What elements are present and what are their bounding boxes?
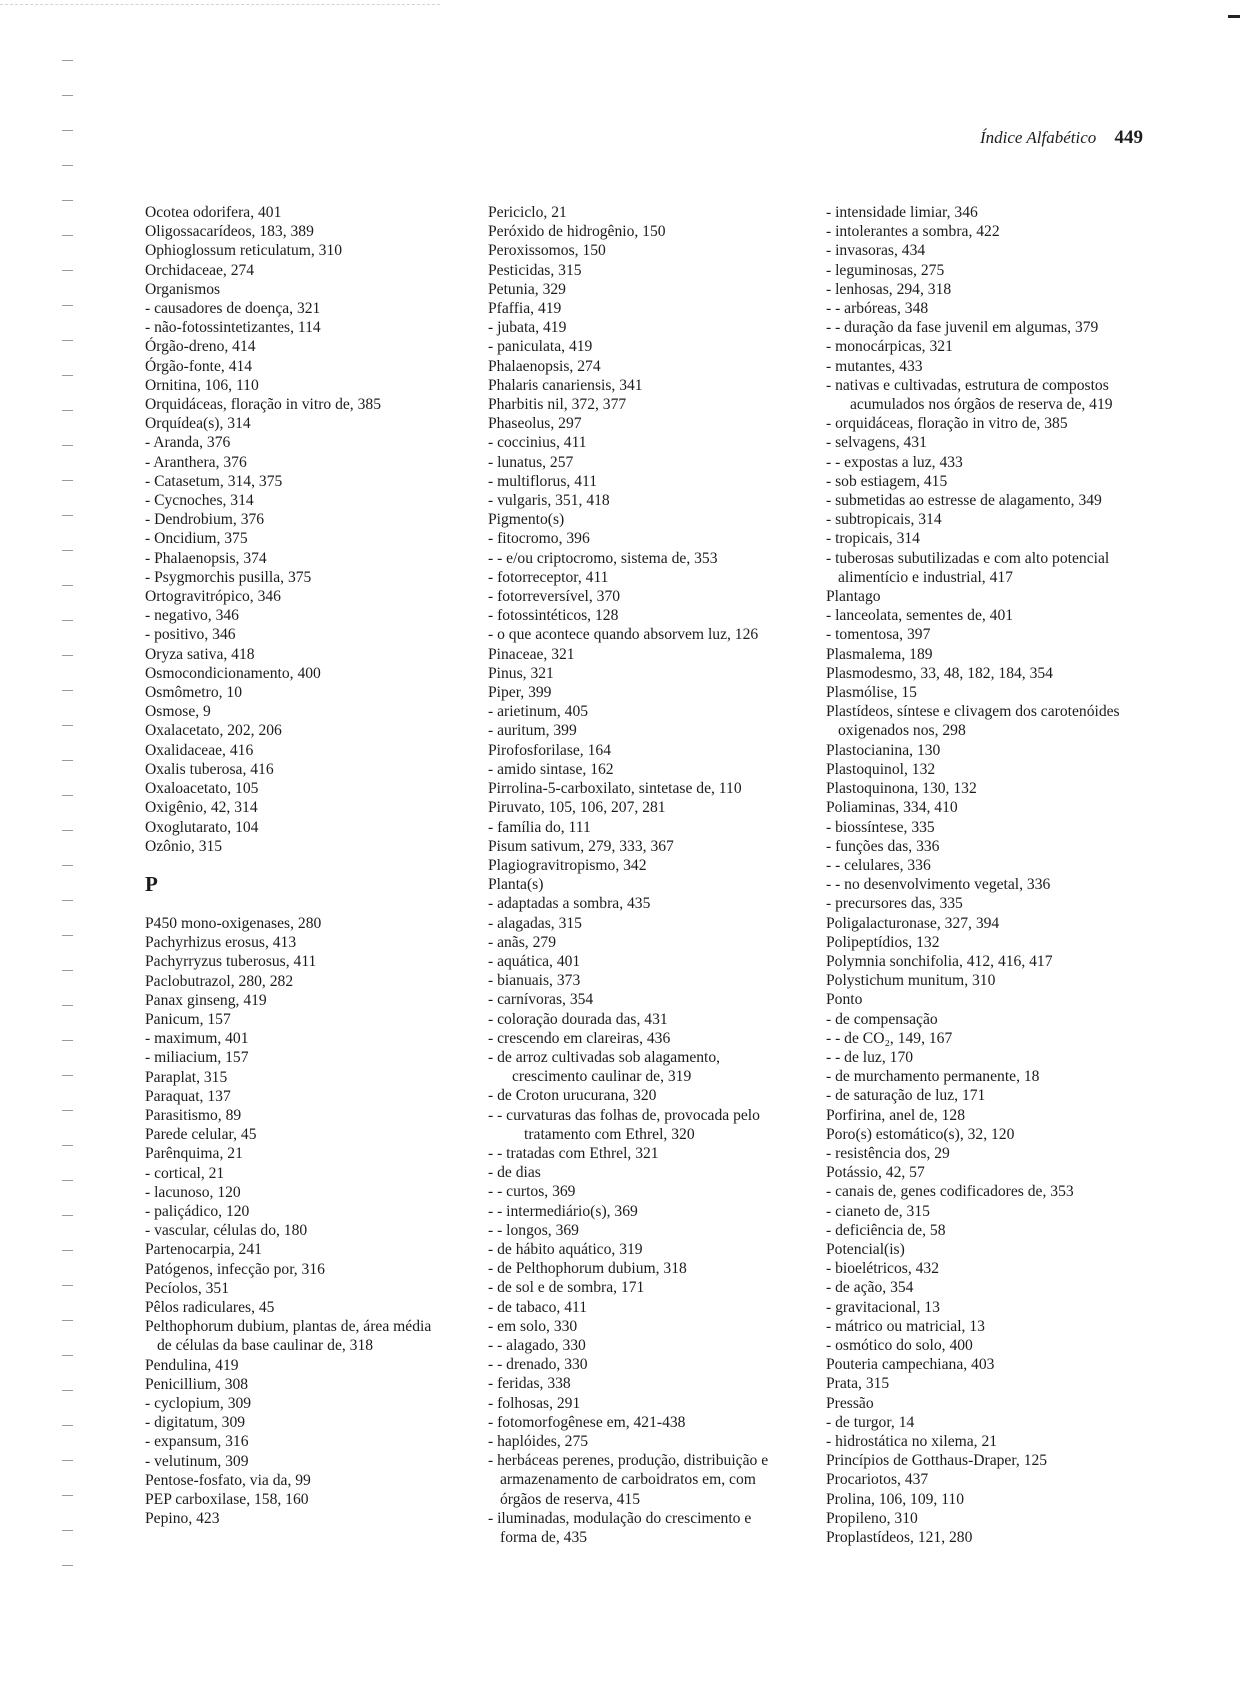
- index-entry: - crescendo em clareiras, 436: [488, 1029, 671, 1047]
- index-entry: Polipeptídios, 132: [826, 933, 940, 951]
- index-entry: Pendulina, 419: [145, 1356, 239, 1374]
- index-entry: - deficiência de, 58: [826, 1221, 946, 1239]
- index-entry: - anãs, 279: [488, 933, 556, 951]
- index-entry: - de tabaco, 411: [488, 1298, 588, 1316]
- index-entry: - - e/ou criptocromo, sistema de, 353: [488, 549, 718, 567]
- index-entry: Piruvato, 105, 106, 207, 281: [488, 799, 666, 817]
- index-entry: Petunia, 329: [488, 280, 566, 298]
- index-entry: - de dias: [488, 1164, 541, 1182]
- index-entry: - arietinum, 405: [488, 703, 589, 721]
- index-entry: de células da base caulinar de, 318: [157, 1337, 374, 1355]
- index-entry: tratamento com Ethrel, 320: [524, 1125, 695, 1143]
- index-entry: Potencial(is): [826, 1240, 905, 1258]
- index-entry: Piper, 399: [488, 684, 552, 702]
- gutter-tick: [62, 235, 73, 236]
- index-entry: Plasmólise, 15: [826, 684, 917, 702]
- index-entry: - de Pelthophorum dubium, 318: [488, 1260, 687, 1278]
- index-entry: Plantago: [826, 588, 881, 606]
- index-entry: Oligossacarídeos, 183, 389: [145, 223, 314, 241]
- gutter-tick: [62, 1565, 73, 1566]
- index-entry: - - duração da fase juvenil em algumas, 379: [826, 319, 1099, 337]
- index-column-1: [145, 203, 431, 1528]
- index-entry: - - expostas a luz, 433: [826, 453, 963, 471]
- gutter-tick: [62, 340, 73, 341]
- index-entry: Plastoquinona, 130, 132: [826, 780, 977, 798]
- gutter-tick: [62, 830, 73, 831]
- gutter-tick: [62, 1390, 73, 1391]
- index-entry: - funções das, 336: [826, 837, 940, 855]
- index-entry: Pesticidas, 315: [488, 261, 582, 279]
- gutter-tick: [62, 60, 73, 61]
- index-entry: Oxigênio, 42, 314: [145, 799, 258, 817]
- index-entry: P450 mono-oxigenases, 280: [145, 914, 322, 932]
- index-entry: - paniculata, 419: [488, 338, 593, 356]
- gutter-tick: [62, 1355, 73, 1356]
- index-entry: - de murchamento permanente, 18: [826, 1068, 1040, 1086]
- index-column-3: [826, 203, 1120, 1547]
- index-entry: - invasoras, 434: [826, 242, 926, 260]
- index-entry: - de arroz cultivadas sob alagamento,: [488, 1048, 721, 1066]
- index-entry: Plastoquinol, 132: [826, 760, 936, 778]
- index-entry: - família do, 111: [488, 818, 591, 836]
- index-entry: - positivo, 346: [145, 626, 236, 644]
- index-entry: - canais de, genes codificadores de, 353: [826, 1183, 1074, 1201]
- gutter-tick: [62, 305, 73, 306]
- index-entry: Paclobutrazol, 280, 282: [145, 972, 294, 990]
- running-title: Índice Alfabético: [979, 128, 1097, 147]
- index-entry: Oxalis tuberosa, 416: [145, 760, 274, 778]
- index-entry: - multiflorus, 411: [488, 472, 598, 490]
- index-entry: Peróxido de hidrogênio, 150: [488, 223, 666, 241]
- index-entry: Parede celular, 45: [145, 1126, 257, 1144]
- gutter-tick: [62, 375, 73, 376]
- index-entry: - haplóides, 275: [488, 1433, 589, 1450]
- index-entry: - de ação, 354: [826, 1279, 914, 1297]
- index-entry: - mátrico ou matricial, 13: [826, 1317, 985, 1335]
- section-letter: P: [145, 871, 158, 896]
- index-entry: Pachyrhizus erosus, 413: [145, 934, 297, 952]
- index-entry: Orquidáceas, floração in vitro de, 385: [145, 396, 381, 414]
- index-entry: Parênquima, 21: [145, 1145, 243, 1163]
- index-entry: - miliacium, 157: [145, 1049, 249, 1067]
- index-entry: - carnívoras, 354: [488, 991, 594, 1009]
- index-entry: crescimento caulinar de, 319: [512, 1068, 692, 1086]
- index-entry: Poliaminas, 334, 410: [826, 799, 958, 817]
- index-entry: Planta(s): [488, 876, 544, 894]
- index-entry: - cortical, 21: [145, 1164, 225, 1182]
- index-entry: - lacunoso, 120: [145, 1183, 241, 1201]
- index-entry: Ponto: [826, 991, 863, 1009]
- index-entry: - - celulares, 336: [826, 856, 931, 874]
- index-entry: - Aranda, 376: [145, 434, 231, 452]
- index-entry: Organismos: [145, 280, 221, 298]
- index-entry: Polystichum munitum, 310: [826, 972, 996, 990]
- index-entry: Pecíolos, 351: [145, 1279, 230, 1297]
- gutter-tick: [62, 585, 73, 586]
- index-entry: Penicillium, 308: [145, 1375, 249, 1393]
- index-entry: - fotossintéticos, 128: [488, 607, 619, 625]
- index-entry: Plagiogravitropismo, 342: [488, 856, 647, 874]
- index-entry: Osmocondicionamento, 400: [145, 664, 321, 682]
- index-entry: - de sol e de sombra, 171: [488, 1279, 645, 1297]
- index-entry: Orchidaceae, 274: [145, 261, 255, 279]
- index-entry: Porfirina, anel de, 128: [826, 1106, 966, 1124]
- index-entry: - amido sintase, 162: [488, 760, 614, 778]
- index-entry: - hidrostática no xilema, 21: [826, 1433, 998, 1450]
- index-entry: Pentose-fosfato, via da, 99: [145, 1471, 311, 1489]
- index-entry: Parasitismo, 89: [145, 1106, 242, 1124]
- index-entry: - paliçádico, 120: [145, 1202, 250, 1220]
- index-entry: Paraplat, 315: [145, 1068, 228, 1086]
- index-entry: órgãos de reserva, 415: [500, 1490, 641, 1508]
- index-entry: - velutinum, 309: [145, 1452, 249, 1470]
- index-entry: - intensidade limiar, 346: [826, 204, 978, 221]
- index-entry: - Catasetum, 314, 375: [145, 472, 283, 490]
- index-entry: - gravitacional, 13: [826, 1298, 940, 1316]
- index-entry: - osmótico do solo, 400: [826, 1336, 973, 1354]
- index-entry: - selvagens, 431: [826, 434, 927, 452]
- index-entry: Polymnia sonchifolia, 412, 416, 417: [826, 952, 1053, 970]
- index-entry: acumulados nos órgãos de reserva de, 419: [850, 396, 1113, 414]
- index-entry: Plastídeos, síntese e clivagem dos carotenóides: [826, 703, 1120, 721]
- index-entry: - - drenado, 330: [488, 1356, 588, 1374]
- index-entry: - coloração dourada das, 431: [488, 1010, 668, 1028]
- index-entry: - maximum, 401: [145, 1030, 249, 1048]
- index-entry: - - curtos, 369: [488, 1183, 576, 1201]
- index-entry: - lenhosas, 294, 318: [826, 280, 952, 298]
- index-entry: - - no desenvolvimento vegetal, 336: [826, 876, 1051, 894]
- index-entry: Periciclo, 21: [488, 204, 567, 221]
- index-entry: forma de, 435: [500, 1529, 588, 1547]
- index-entry: - auritum, 399: [488, 722, 577, 740]
- index-entry: - bioelétricos, 432: [826, 1260, 940, 1278]
- index-entry: - coccinius, 411: [488, 434, 587, 452]
- index-entry: Pinus, 321: [488, 664, 554, 682]
- index-entry: - precursores das, 335: [826, 895, 963, 913]
- index-entry: Osmômetro, 10: [145, 684, 243, 702]
- index-entry: Prata, 315: [826, 1375, 890, 1393]
- index-entry: - Oncidium, 375: [145, 530, 248, 548]
- gutter-tick: [62, 1110, 73, 1111]
- gutter-tick: [62, 1215, 73, 1216]
- index-entry: Poligalacturonase, 327, 394: [826, 914, 1000, 932]
- index-entry: PEP carboxilase, 158, 160: [145, 1491, 309, 1508]
- index-entry: - - alagado, 330: [488, 1336, 586, 1354]
- index-entry: Panax ginseng, 419: [145, 991, 267, 1009]
- index-entry: oxigenados nos, 298: [838, 722, 966, 740]
- index-entry: Pigmento(s): [488, 511, 565, 529]
- index-entry: Proplastídeos, 121, 280: [826, 1529, 973, 1547]
- index-entry: - - intermediário(s), 369: [488, 1202, 638, 1220]
- index-entry: - digitatum, 309: [145, 1414, 246, 1432]
- index-entry: - tropicais, 314: [826, 530, 920, 548]
- index-entry: - cyclopium, 309: [145, 1394, 252, 1412]
- index-entry: - fotomorfogênese em, 421-438: [488, 1413, 686, 1431]
- index-entry: - herbáceas perenes, produção, distribuição e: [488, 1452, 769, 1470]
- index-entry: - fotorreversível, 370: [488, 588, 621, 606]
- index-entry: - Cycnoches, 314: [145, 492, 254, 510]
- index-entry: - o que acontece quando absorvem luz, 126: [488, 626, 759, 644]
- index-entry: - - tratadas com Ethrel, 321: [488, 1144, 659, 1162]
- index-entry: - bianuais, 373: [488, 972, 581, 990]
- index-column-2: [488, 203, 768, 1547]
- page-number: 449: [1114, 127, 1143, 148]
- index-entry: Plastocianina, 130: [826, 741, 941, 759]
- index-entry: Oxalidaceae, 416: [145, 741, 254, 759]
- index-entry: Pachyrryzus tuberosus, 411: [145, 953, 317, 971]
- index-entry: Pepino, 423: [145, 1510, 220, 1528]
- index-entry: - negativo, 346: [145, 607, 239, 625]
- gutter-tick: [62, 270, 73, 271]
- gutter-tick: [62, 200, 73, 201]
- gutter-tick: [62, 690, 73, 691]
- index-entry: Órgão-fonte, 414: [145, 357, 253, 375]
- index-entry: - folhosas, 291: [488, 1394, 581, 1412]
- index-entry: Oryza sativa, 418: [145, 645, 255, 663]
- index-entry: - feridas, 338: [488, 1375, 571, 1393]
- index-entry: - leguminosas, 275: [826, 261, 945, 279]
- index-entry: Pirofosforilase, 164: [488, 741, 611, 759]
- index-entry: Phalaris canariensis, 341: [488, 376, 643, 394]
- gutter-tick: [62, 760, 73, 761]
- gutter-tick: [62, 1460, 73, 1461]
- gutter-tick: [62, 1320, 73, 1321]
- index-entry: - iluminadas, modulação do crescimento e: [488, 1509, 752, 1527]
- gutter-tick: [62, 515, 73, 516]
- gutter-tick: [62, 1075, 73, 1076]
- scan-artifact-line: [0, 4, 440, 5]
- page-header: [980, 127, 1143, 149]
- binding-gutter-marks: [62, 60, 78, 1660]
- index-entry: Orquídea(s), 314: [145, 415, 251, 433]
- index-entry: - Phalaenopsis, 374: [145, 549, 267, 567]
- index-entry: - adaptadas a sombra, 435: [488, 895, 651, 913]
- index-entry: - nativas e cultivadas, estrutura de compostos: [826, 376, 1109, 394]
- index-entry: - lanceolata, sementes de, 401: [826, 607, 1014, 625]
- gutter-tick: [62, 1040, 73, 1041]
- gutter-tick: [62, 480, 73, 481]
- index-entry: - tuberosas subutilizadas e com alto potencial: [826, 549, 1110, 567]
- index-entry: - - arbóreas, 348: [826, 300, 929, 318]
- index-entry: Panicum, 157: [145, 1010, 231, 1028]
- gutter-tick: [62, 550, 73, 551]
- index-entry: Pfaffia, 419: [488, 300, 562, 318]
- index-entry: Oxaloacetato, 105: [145, 780, 259, 798]
- gutter-tick: [62, 1495, 73, 1496]
- gutter-tick: [62, 1145, 73, 1146]
- index-entry: Partenocarpia, 241: [145, 1241, 262, 1259]
- index-entry: - - longos, 369: [488, 1221, 579, 1239]
- index-entry: Patógenos, infecção por, 316: [145, 1260, 325, 1278]
- gutter-tick: [62, 970, 73, 971]
- gutter-tick: [62, 1180, 73, 1181]
- index-entry: Propileno, 310: [826, 1509, 918, 1527]
- index-entry: Oxoglutarato, 104: [145, 818, 259, 836]
- index-entry: - - de CO₂, 149, 167: [826, 1029, 953, 1047]
- index-entry: - de hábito aquático, 319: [488, 1240, 643, 1258]
- index-entry: Órgão-dreno, 414: [145, 338, 256, 356]
- index-entry: - mutantes, 433: [826, 357, 923, 375]
- index-entry: - de Croton urucurana, 320: [488, 1087, 657, 1105]
- gutter-tick: [62, 130, 73, 131]
- index-entry: - vascular, células do, 180: [145, 1222, 308, 1240]
- index-entry: Osmose, 9: [145, 703, 211, 721]
- index-entry: Pinaceae, 321: [488, 645, 575, 663]
- index-entry: Phaseolus, 297: [488, 415, 582, 433]
- gutter-tick: [62, 1425, 73, 1426]
- index-entry: - fitocromo, 396: [488, 530, 590, 548]
- index-entry: - não-fotossintetizantes, 114: [145, 319, 321, 337]
- index-entry: - jubata, 419: [488, 319, 567, 337]
- gutter-tick: [62, 900, 73, 901]
- index-entry: Pirrolina-5-carboxilato, sintetase de, 110: [488, 780, 742, 798]
- gutter-tick: [62, 410, 73, 411]
- index-entry: Ornitina, 106, 110: [145, 376, 259, 394]
- gutter-tick: [62, 1285, 73, 1286]
- gutter-tick: [62, 445, 73, 446]
- index-entry: - expansum, 316: [145, 1433, 249, 1451]
- gutter-tick: [62, 795, 73, 796]
- index-entry: - sob estiagem, 415: [826, 472, 948, 490]
- index-entry: - de saturação de luz, 171: [826, 1087, 986, 1105]
- index-entry: Plasmodesmo, 33, 48, 182, 184, 354: [826, 664, 1053, 682]
- index-entry: Pouteria campechiana, 403: [826, 1356, 995, 1374]
- index-entry: Princípios de Gotthaus-Draper, 125: [826, 1452, 1048, 1470]
- gutter-tick: [62, 865, 73, 866]
- index-entry: - submetidas ao estresse de alagamento, 349: [826, 492, 1102, 510]
- index-entry: - em solo, 330: [488, 1317, 578, 1335]
- index-entry: Peroxissomos, 150: [488, 242, 606, 260]
- index-entry: Pharbitis nil, 372, 377: [488, 396, 627, 414]
- index-entry: - Aranthera, 376: [145, 453, 247, 471]
- index-entry: armazenamento de carboidratos em, com: [500, 1471, 756, 1489]
- index-entry: - alagadas, 315: [488, 914, 582, 932]
- index-entry: - - de luz, 170: [826, 1048, 914, 1066]
- index-entry: - Psygmorchis pusilla, 375: [145, 568, 312, 586]
- index-entry: - causadores de doença, 321: [145, 300, 321, 318]
- index-entry: - resistência dos, 29: [826, 1144, 950, 1162]
- index-entry: Pêlos radiculares, 45: [145, 1298, 275, 1316]
- index-entry: alimentício e industrial, 417: [838, 568, 1013, 586]
- scan-edge-mark: [1228, 15, 1240, 18]
- gutter-tick: [62, 1005, 73, 1006]
- index-entry: Ortogravitrópico, 346: [145, 588, 281, 606]
- gutter-tick: [62, 165, 73, 166]
- index-entry: Paraquat, 137: [145, 1087, 231, 1105]
- index-entry: - - curvaturas das folhas de, provocada pelo: [488, 1106, 760, 1124]
- index-entry: - vulgaris, 351, 418: [488, 492, 610, 510]
- index-entry: Pelthophorum dubium, plantas de, área média: [145, 1318, 432, 1336]
- index-entry: Pisum sativum, 279, 333, 367: [488, 837, 674, 855]
- index-entry: Procariotos, 437: [826, 1471, 929, 1489]
- index-entry: Ocotea odorifera, 401: [145, 204, 282, 221]
- index-entry: - monocárpicas, 321: [826, 338, 953, 356]
- index-entry: - de compensação: [826, 1010, 938, 1028]
- gutter-tick: [62, 725, 73, 726]
- index-entry: Phalaenopsis, 274: [488, 357, 601, 375]
- index-entry: - cianeto de, 315: [826, 1202, 930, 1220]
- index-entry: - aquática, 401: [488, 952, 581, 970]
- index-entry: Oxalacetato, 202, 206: [145, 722, 282, 740]
- index-entry: - de turgor, 14: [826, 1413, 915, 1431]
- gutter-tick: [62, 1530, 73, 1531]
- gutter-tick: [62, 95, 73, 96]
- gutter-tick: [62, 1250, 73, 1251]
- index-entry: Ozônio, 315: [145, 837, 223, 855]
- index-entry: Potássio, 42, 57: [826, 1164, 925, 1182]
- index-entry: Prolina, 106, 109, 110: [826, 1490, 965, 1508]
- index-entry: - subtropicais, 314: [826, 511, 942, 529]
- gutter-tick: [62, 620, 73, 621]
- index-entry: - lunatus, 257: [488, 453, 574, 471]
- index-entry: - Dendrobium, 376: [145, 511, 265, 529]
- index-entry: - tomentosa, 397: [826, 626, 931, 644]
- index-entry: - fotorreceptor, 411: [488, 568, 609, 586]
- index-entry: - biossíntese, 335: [826, 818, 935, 836]
- index-entry: - orquidáceas, floração in vitro de, 385: [826, 415, 1068, 433]
- gutter-tick: [62, 935, 73, 936]
- index-entry: Poro(s) estomático(s), 32, 120: [826, 1125, 1015, 1143]
- index-entry: Pressão: [826, 1394, 874, 1412]
- index-entry: Plasmalema, 189: [826, 645, 933, 663]
- index-entry: Ophioglossum reticulatum, 310: [145, 242, 343, 260]
- index-entry: - intolerantes a sombra, 422: [826, 223, 1000, 241]
- gutter-tick: [62, 655, 73, 656]
